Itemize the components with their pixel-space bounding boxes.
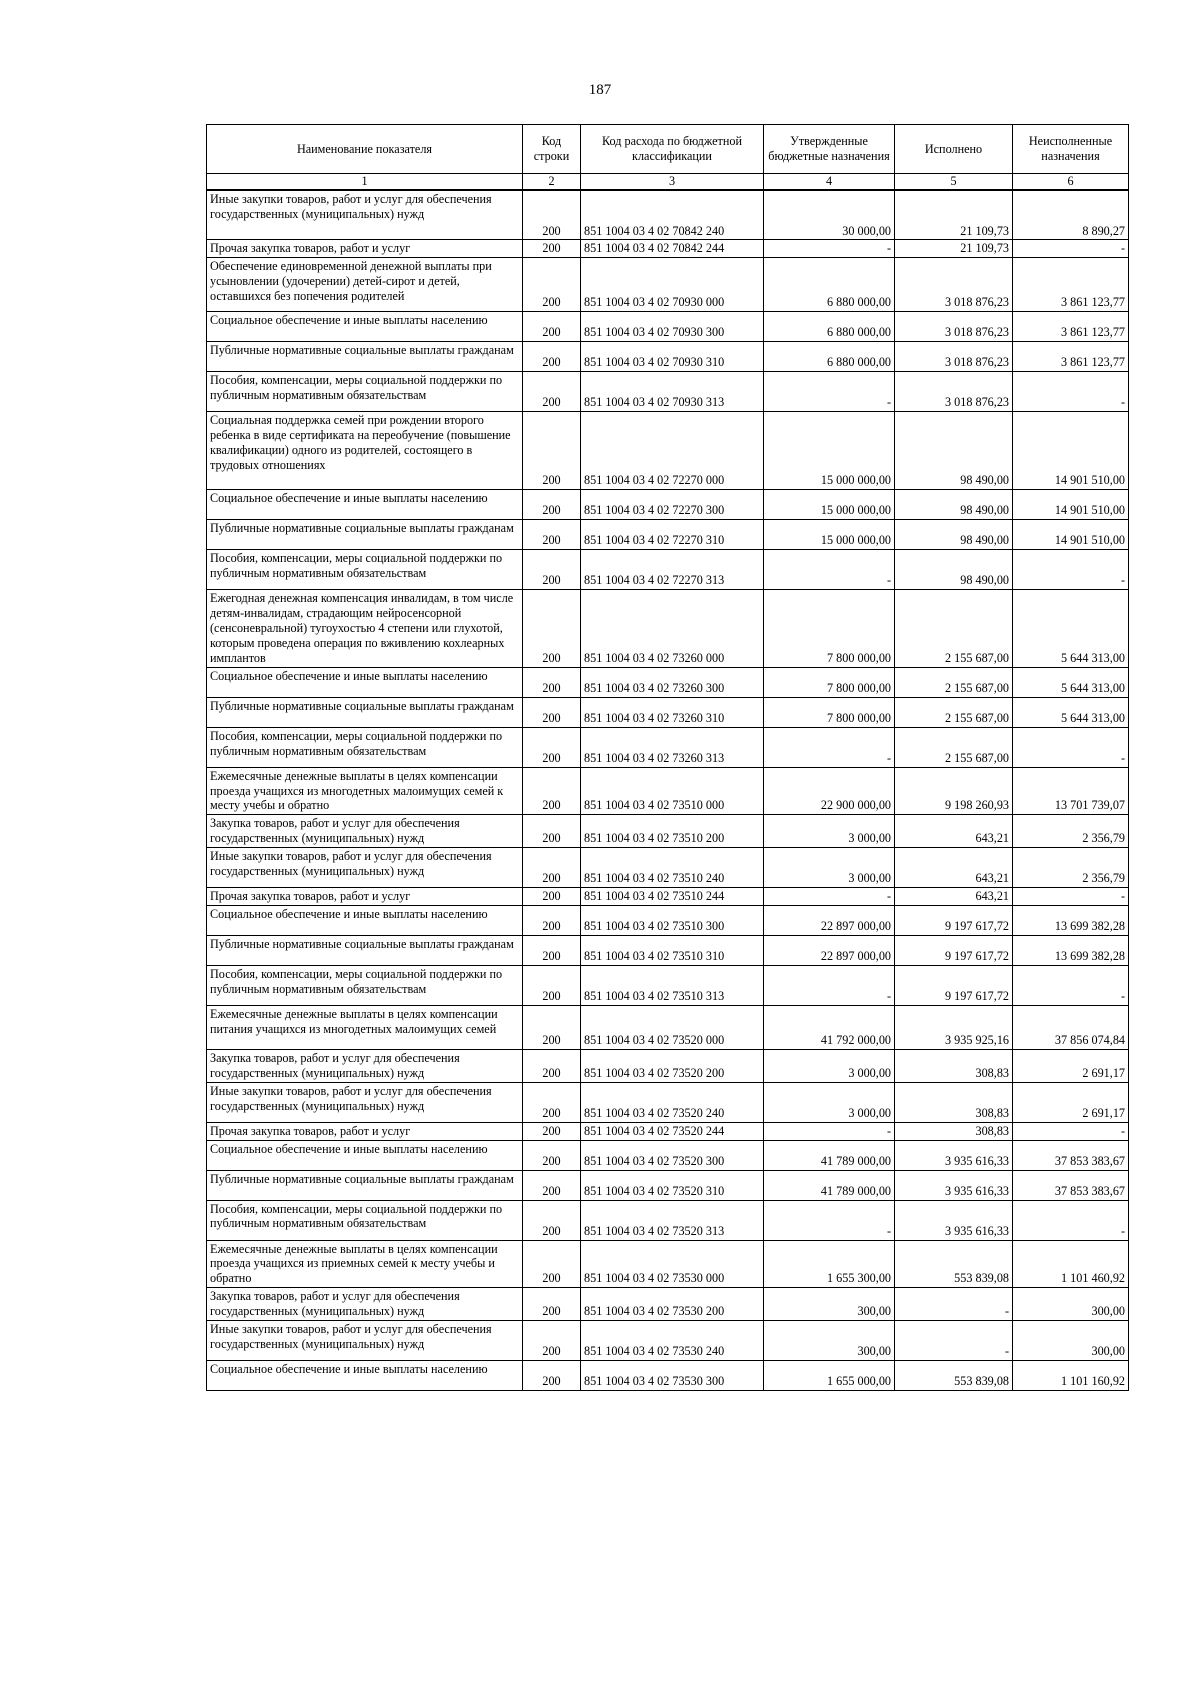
- row-unexecuted-amount: 2 356,79: [1013, 848, 1129, 888]
- row-line-code: 200: [523, 190, 581, 240]
- table-row: [207, 767, 1129, 815]
- row-budget-classification-code: 851 1004 03 4 02 73520 240: [581, 1082, 764, 1122]
- row-unexecuted-amount: 1 101 160,92: [1013, 1360, 1129, 1390]
- table-header-row: [207, 125, 1129, 174]
- table-row: [207, 667, 1129, 697]
- table-row: [207, 1200, 1129, 1240]
- table-row: [207, 815, 1129, 848]
- row-budget-classification-code: 851 1004 03 4 02 73510 244: [581, 888, 764, 906]
- row-executed-amount: 643,21: [895, 815, 1013, 848]
- table-row: [207, 490, 1129, 520]
- table-row: [207, 1288, 1129, 1321]
- table-row: [207, 190, 1129, 240]
- row-indicator-name: Ежемесячные денежные выплаты в целях компенсации проезда учащихся из многодетных малоимущих семей к месту учебы и обратно: [207, 767, 523, 815]
- row-unexecuted-amount: -: [1013, 888, 1129, 906]
- page-number: 187: [588, 82, 612, 98]
- row-budget-classification-code: 851 1004 03 4 02 70930 000: [581, 258, 764, 312]
- row-approved-amount: 41 789 000,00: [764, 1140, 895, 1170]
- row-approved-amount: 41 789 000,00: [764, 1170, 895, 1200]
- row-budget-classification-code: 851 1004 03 4 02 73530 200: [581, 1288, 764, 1321]
- header-indicator-name: Наименование показателя: [207, 125, 523, 174]
- row-budget-classification-code: 851 1004 03 4 02 73260 313: [581, 727, 764, 767]
- row-unexecuted-amount: 5 644 313,00: [1013, 590, 1129, 667]
- row-unexecuted-amount: 300,00: [1013, 1288, 1129, 1321]
- row-unexecuted-amount: 14 901 510,00: [1013, 520, 1129, 550]
- row-line-code: 200: [523, 240, 581, 258]
- row-line-code: 200: [523, 1122, 581, 1140]
- row-executed-amount: 9 197 617,72: [895, 965, 1013, 1005]
- table-row: [207, 1140, 1129, 1170]
- row-line-code: 200: [523, 520, 581, 550]
- row-line-code: 200: [523, 767, 581, 815]
- table-row: [207, 888, 1129, 906]
- row-executed-amount: 2 155 687,00: [895, 667, 1013, 697]
- row-indicator-name: Пособия, компенсации, меры социальной поддержки по публичным нормативным обязательствам: [207, 965, 523, 1005]
- table-row: [207, 727, 1129, 767]
- row-unexecuted-amount: 37 856 074,84: [1013, 1005, 1129, 1049]
- row-indicator-name: Пособия, компенсации, меры социальной поддержки по публичным нормативным обязательствам: [207, 727, 523, 767]
- row-approved-amount: 6 880 000,00: [764, 342, 895, 372]
- row-unexecuted-amount: 5 644 313,00: [1013, 697, 1129, 727]
- row-unexecuted-amount: 37 853 383,67: [1013, 1140, 1129, 1170]
- row-approved-amount: 3 000,00: [764, 848, 895, 888]
- row-executed-amount: 3 018 876,23: [895, 312, 1013, 342]
- row-indicator-name: Публичные нормативные социальные выплаты гражданам: [207, 1170, 523, 1200]
- row-indicator-name: Пособия, компенсации, меры социальной поддержки по публичным нормативным обязательствам: [207, 550, 523, 590]
- column-number-row: [207, 174, 1129, 190]
- row-unexecuted-amount: -: [1013, 372, 1129, 412]
- row-executed-amount: 553 839,08: [895, 1360, 1013, 1390]
- row-line-code: 200: [523, 1320, 581, 1360]
- row-budget-classification-code: 851 1004 03 4 02 73510 310: [581, 935, 764, 965]
- row-line-code: 200: [523, 258, 581, 312]
- row-indicator-name: Иные закупки товаров, работ и услуг для обеспечения государственных (муниципальных) нужд: [207, 848, 523, 888]
- row-indicator-name: Ежемесячные денежные выплаты в целях компенсации проезда учащихся из приемных семей к месту учебы и обратно: [207, 1240, 523, 1288]
- table-row: [207, 965, 1129, 1005]
- row-indicator-name: Обеспечение единовременной денежной выплаты при усыновлении (удочерении) детей-сирот и детей, оставшихся без попечения родителей: [207, 258, 523, 312]
- row-budget-classification-code: 851 1004 03 4 02 73510 313: [581, 965, 764, 1005]
- row-line-code: 200: [523, 697, 581, 727]
- row-executed-amount: 2 155 687,00: [895, 697, 1013, 727]
- row-indicator-name: Публичные нормативные социальные выплаты гражданам: [207, 520, 523, 550]
- row-indicator-name: Закупка товаров, работ и услуг для обеспечения государственных (муниципальных) нужд: [207, 1288, 523, 1321]
- column-number: 2: [523, 174, 581, 190]
- row-approved-amount: 1 655 300,00: [764, 1240, 895, 1288]
- row-line-code: 200: [523, 412, 581, 490]
- row-unexecuted-amount: 1 101 460,92: [1013, 1240, 1129, 1288]
- row-line-code: 200: [523, 965, 581, 1005]
- table-row: [207, 1320, 1129, 1360]
- row-approved-amount: 7 800 000,00: [764, 697, 895, 727]
- row-unexecuted-amount: 3 861 123,77: [1013, 258, 1129, 312]
- row-approved-amount: -: [764, 727, 895, 767]
- row-line-code: 200: [523, 490, 581, 520]
- row-executed-amount: 3 935 616,33: [895, 1170, 1013, 1200]
- row-unexecuted-amount: 8 890,27: [1013, 190, 1129, 240]
- row-line-code: 200: [523, 1005, 581, 1049]
- row-indicator-name: Публичные нормативные социальные выплаты гражданам: [207, 935, 523, 965]
- row-executed-amount: 2 155 687,00: [895, 590, 1013, 667]
- row-line-code: 200: [523, 667, 581, 697]
- row-indicator-name: Социальное обеспечение и иные выплаты населению: [207, 312, 523, 342]
- row-approved-amount: -: [764, 1122, 895, 1140]
- row-approved-amount: 6 880 000,00: [764, 312, 895, 342]
- row-executed-amount: 308,83: [895, 1049, 1013, 1082]
- row-unexecuted-amount: 2 356,79: [1013, 815, 1129, 848]
- row-executed-amount: 553 839,08: [895, 1240, 1013, 1288]
- row-approved-amount: 3 000,00: [764, 1049, 895, 1082]
- row-executed-amount: 9 198 260,93: [895, 767, 1013, 815]
- row-indicator-name: Прочая закупка товаров, работ и услуг: [207, 240, 523, 258]
- row-budget-classification-code: 851 1004 03 4 02 72270 310: [581, 520, 764, 550]
- row-indicator-name: Иные закупки товаров, работ и услуг для обеспечения государственных (муниципальных) нужд: [207, 1082, 523, 1122]
- table-row: [207, 1005, 1129, 1049]
- table-row: [207, 520, 1129, 550]
- row-executed-amount: 3 935 925,16: [895, 1005, 1013, 1049]
- table-row: [207, 935, 1129, 965]
- row-line-code: 200: [523, 312, 581, 342]
- table-row: [207, 372, 1129, 412]
- row-line-code: 200: [523, 905, 581, 935]
- row-line-code: 200: [523, 1360, 581, 1390]
- table-row: [207, 1082, 1129, 1122]
- row-executed-amount: 3 018 876,23: [895, 258, 1013, 312]
- budget-execution-table: [206, 124, 1129, 1391]
- row-executed-amount: 21 109,73: [895, 240, 1013, 258]
- row-approved-amount: 1 655 000,00: [764, 1360, 895, 1390]
- row-line-code: 200: [523, 1200, 581, 1240]
- row-executed-amount: 98 490,00: [895, 550, 1013, 590]
- row-budget-classification-code: 851 1004 03 4 02 73510 200: [581, 815, 764, 848]
- column-number: 3: [581, 174, 764, 190]
- row-budget-classification-code: 851 1004 03 4 02 73520 300: [581, 1140, 764, 1170]
- row-budget-classification-code: 851 1004 03 4 02 73520 313: [581, 1200, 764, 1240]
- row-approved-amount: 41 792 000,00: [764, 1005, 895, 1049]
- table-row: [207, 1122, 1129, 1140]
- row-budget-classification-code: 851 1004 03 4 02 73510 000: [581, 767, 764, 815]
- table-row: [207, 550, 1129, 590]
- row-indicator-name: Прочая закупка товаров, работ и услуг: [207, 1122, 523, 1140]
- row-budget-classification-code: 851 1004 03 4 02 72270 313: [581, 550, 764, 590]
- row-line-code: 200: [523, 590, 581, 667]
- table-row: [207, 312, 1129, 342]
- row-unexecuted-amount: 5 644 313,00: [1013, 667, 1129, 697]
- row-approved-amount: 300,00: [764, 1288, 895, 1321]
- row-executed-amount: 21 109,73: [895, 190, 1013, 240]
- row-executed-amount: 643,21: [895, 848, 1013, 888]
- row-budget-classification-code: 851 1004 03 4 02 73260 000: [581, 590, 764, 667]
- row-approved-amount: 30 000,00: [764, 190, 895, 240]
- table-row: [207, 848, 1129, 888]
- row-line-code: 200: [523, 935, 581, 965]
- row-approved-amount: -: [764, 1200, 895, 1240]
- row-indicator-name: Пособия, компенсации, меры социальной поддержки по публичным нормативным обязательствам: [207, 372, 523, 412]
- row-line-code: 200: [523, 727, 581, 767]
- row-line-code: 200: [523, 1240, 581, 1288]
- row-indicator-name: Публичные нормативные социальные выплаты гражданам: [207, 697, 523, 727]
- row-approved-amount: 7 800 000,00: [764, 590, 895, 667]
- row-executed-amount: 3 935 616,33: [895, 1200, 1013, 1240]
- row-indicator-name: Иные закупки товаров, работ и услуг для обеспечения государственных (муниципальных) нужд: [207, 190, 523, 240]
- row-indicator-name: Социальная поддержка семей при рождении второго ребенка в виде сертификата на переобучение (повышение квалификации) одного из родителей, состоящего в трудовых отношениях: [207, 412, 523, 490]
- row-line-code: 200: [523, 888, 581, 906]
- row-approved-amount: -: [764, 550, 895, 590]
- row-line-code: 200: [523, 1049, 581, 1082]
- row-budget-classification-code: 851 1004 03 4 02 70930 310: [581, 342, 764, 372]
- column-number: 4: [764, 174, 895, 190]
- row-line-code: 200: [523, 848, 581, 888]
- row-indicator-name: Публичные нормативные социальные выплаты гражданам: [207, 342, 523, 372]
- row-unexecuted-amount: -: [1013, 965, 1129, 1005]
- row-budget-classification-code: 851 1004 03 4 02 73260 310: [581, 697, 764, 727]
- table-row: [207, 1360, 1129, 1390]
- row-unexecuted-amount: 14 901 510,00: [1013, 412, 1129, 490]
- row-unexecuted-amount: 37 853 383,67: [1013, 1170, 1129, 1200]
- row-approved-amount: -: [764, 240, 895, 258]
- row-approved-amount: 15 000 000,00: [764, 412, 895, 490]
- row-line-code: 200: [523, 1170, 581, 1200]
- table-row: [207, 342, 1129, 372]
- table-row: [207, 240, 1129, 258]
- row-unexecuted-amount: 14 901 510,00: [1013, 490, 1129, 520]
- row-approved-amount: 6 880 000,00: [764, 258, 895, 312]
- row-indicator-name: Иные закупки товаров, работ и услуг для обеспечения государственных (муниципальных) нужд: [207, 1320, 523, 1360]
- row-executed-amount: 643,21: [895, 888, 1013, 906]
- row-budget-classification-code: 851 1004 03 4 02 70930 313: [581, 372, 764, 412]
- row-indicator-name: Социальное обеспечение и иные выплаты населению: [207, 1140, 523, 1170]
- row-approved-amount: 22 900 000,00: [764, 767, 895, 815]
- row-budget-classification-code: 851 1004 03 4 02 70842 244: [581, 240, 764, 258]
- row-line-code: 200: [523, 815, 581, 848]
- row-executed-amount: 3 018 876,23: [895, 342, 1013, 372]
- row-indicator-name: Социальное обеспечение и иные выплаты населению: [207, 490, 523, 520]
- row-indicator-name: Социальное обеспечение и иные выплаты населению: [207, 1360, 523, 1390]
- table-row: [207, 905, 1129, 935]
- row-budget-classification-code: 851 1004 03 4 02 73510 240: [581, 848, 764, 888]
- header-line-code: Код строки: [523, 125, 581, 174]
- row-approved-amount: 3 000,00: [764, 815, 895, 848]
- table-body: [207, 190, 1129, 1391]
- table-row: [207, 1049, 1129, 1082]
- row-indicator-name: Ежемесячные денежные выплаты в целях компенсации питания учащихся из многодетных малоимущих семей: [207, 1005, 523, 1049]
- row-budget-classification-code: 851 1004 03 4 02 73520 200: [581, 1049, 764, 1082]
- table-row: [207, 697, 1129, 727]
- row-unexecuted-amount: 3 861 123,77: [1013, 312, 1129, 342]
- row-budget-classification-code: 851 1004 03 4 02 73530 240: [581, 1320, 764, 1360]
- row-executed-amount: 98 490,00: [895, 490, 1013, 520]
- row-executed-amount: 98 490,00: [895, 520, 1013, 550]
- row-line-code: 200: [523, 1140, 581, 1170]
- row-line-code: 200: [523, 1082, 581, 1122]
- row-line-code: 200: [523, 342, 581, 372]
- row-executed-amount: 9 197 617,72: [895, 935, 1013, 965]
- row-budget-classification-code: 851 1004 03 4 02 73520 310: [581, 1170, 764, 1200]
- row-approved-amount: 15 000 000,00: [764, 520, 895, 550]
- row-budget-classification-code: 851 1004 03 4 02 72270 300: [581, 490, 764, 520]
- row-executed-amount: 308,83: [895, 1122, 1013, 1140]
- row-executed-amount: 98 490,00: [895, 412, 1013, 490]
- row-unexecuted-amount: 3 861 123,77: [1013, 342, 1129, 372]
- row-unexecuted-amount: 13 699 382,28: [1013, 935, 1129, 965]
- row-unexecuted-amount: -: [1013, 727, 1129, 767]
- header-approved-appropriations: Утвержденные бюджетные назначения: [764, 125, 895, 174]
- row-approved-amount: 300,00: [764, 1320, 895, 1360]
- row-line-code: 200: [523, 1288, 581, 1321]
- row-budget-classification-code: 851 1004 03 4 02 70842 240: [581, 190, 764, 240]
- row-budget-classification-code: 851 1004 03 4 02 73530 000: [581, 1240, 764, 1288]
- row-unexecuted-amount: 300,00: [1013, 1320, 1129, 1360]
- row-budget-classification-code: 851 1004 03 4 02 70930 300: [581, 312, 764, 342]
- row-unexecuted-amount: -: [1013, 550, 1129, 590]
- row-indicator-name: Закупка товаров, работ и услуг для обеспечения государственных (муниципальных) нужд: [207, 1049, 523, 1082]
- row-indicator-name: Прочая закупка товаров, работ и услуг: [207, 888, 523, 906]
- row-unexecuted-amount: 2 691,17: [1013, 1082, 1129, 1122]
- row-approved-amount: -: [764, 965, 895, 1005]
- row-line-code: 200: [523, 550, 581, 590]
- row-indicator-name: Социальное обеспечение и иные выплаты населению: [207, 667, 523, 697]
- row-indicator-name: Ежегодная денежная компенсация инвалидам, в том числе детям-инвалидам, страдающим нейросенсорной (сенсоневральной) тугоухостью 4 степени или глухотой, которым проведена операция по вживлению кохлеарных имплантов: [207, 590, 523, 667]
- row-indicator-name: Закупка товаров, работ и услуг для обеспечения государственных (муниципальных) нужд: [207, 815, 523, 848]
- row-indicator-name: Пособия, компенсации, меры социальной поддержки по публичным нормативным обязательствам: [207, 1200, 523, 1240]
- row-line-code: 200: [523, 372, 581, 412]
- table-row: [207, 412, 1129, 490]
- row-unexecuted-amount: 13 701 739,07: [1013, 767, 1129, 815]
- row-budget-classification-code: 851 1004 03 4 02 73530 300: [581, 1360, 764, 1390]
- column-number: 5: [895, 174, 1013, 190]
- row-executed-amount: -: [895, 1320, 1013, 1360]
- row-executed-amount: 2 155 687,00: [895, 727, 1013, 767]
- row-approved-amount: 15 000 000,00: [764, 490, 895, 520]
- row-approved-amount: 22 897 000,00: [764, 905, 895, 935]
- row-approved-amount: 7 800 000,00: [764, 667, 895, 697]
- table-row: [207, 1170, 1129, 1200]
- header-unexecuted-appropriations: Неисполненные назначения: [1013, 125, 1129, 174]
- row-executed-amount: 3 018 876,23: [895, 372, 1013, 412]
- header-executed: Исполнено: [895, 125, 1013, 174]
- row-budget-classification-code: 851 1004 03 4 02 72270 000: [581, 412, 764, 490]
- row-executed-amount: 9 197 617,72: [895, 905, 1013, 935]
- row-executed-amount: -: [895, 1288, 1013, 1321]
- row-budget-classification-code: 851 1004 03 4 02 73520 000: [581, 1005, 764, 1049]
- row-approved-amount: 22 897 000,00: [764, 935, 895, 965]
- row-executed-amount: 3 935 616,33: [895, 1140, 1013, 1170]
- row-approved-amount: -: [764, 372, 895, 412]
- row-approved-amount: -: [764, 888, 895, 906]
- row-indicator-name: Социальное обеспечение и иные выплаты населению: [207, 905, 523, 935]
- row-unexecuted-amount: 2 691,17: [1013, 1049, 1129, 1082]
- row-unexecuted-amount: -: [1013, 1200, 1129, 1240]
- row-budget-classification-code: 851 1004 03 4 02 73510 300: [581, 905, 764, 935]
- row-budget-classification-code: 851 1004 03 4 02 73260 300: [581, 667, 764, 697]
- table-row: [207, 258, 1129, 312]
- header-budget-classification-code: Код расхода по бюджетной классификации: [581, 125, 764, 174]
- column-number: 1: [207, 174, 523, 190]
- row-unexecuted-amount: -: [1013, 240, 1129, 258]
- row-approved-amount: 3 000,00: [764, 1082, 895, 1122]
- row-executed-amount: 308,83: [895, 1082, 1013, 1122]
- table-row: [207, 590, 1129, 667]
- table-row: [207, 1240, 1129, 1288]
- row-unexecuted-amount: 13 699 382,28: [1013, 905, 1129, 935]
- row-budget-classification-code: 851 1004 03 4 02 73520 244: [581, 1122, 764, 1140]
- row-unexecuted-amount: -: [1013, 1122, 1129, 1140]
- column-number: 6: [1013, 174, 1129, 190]
